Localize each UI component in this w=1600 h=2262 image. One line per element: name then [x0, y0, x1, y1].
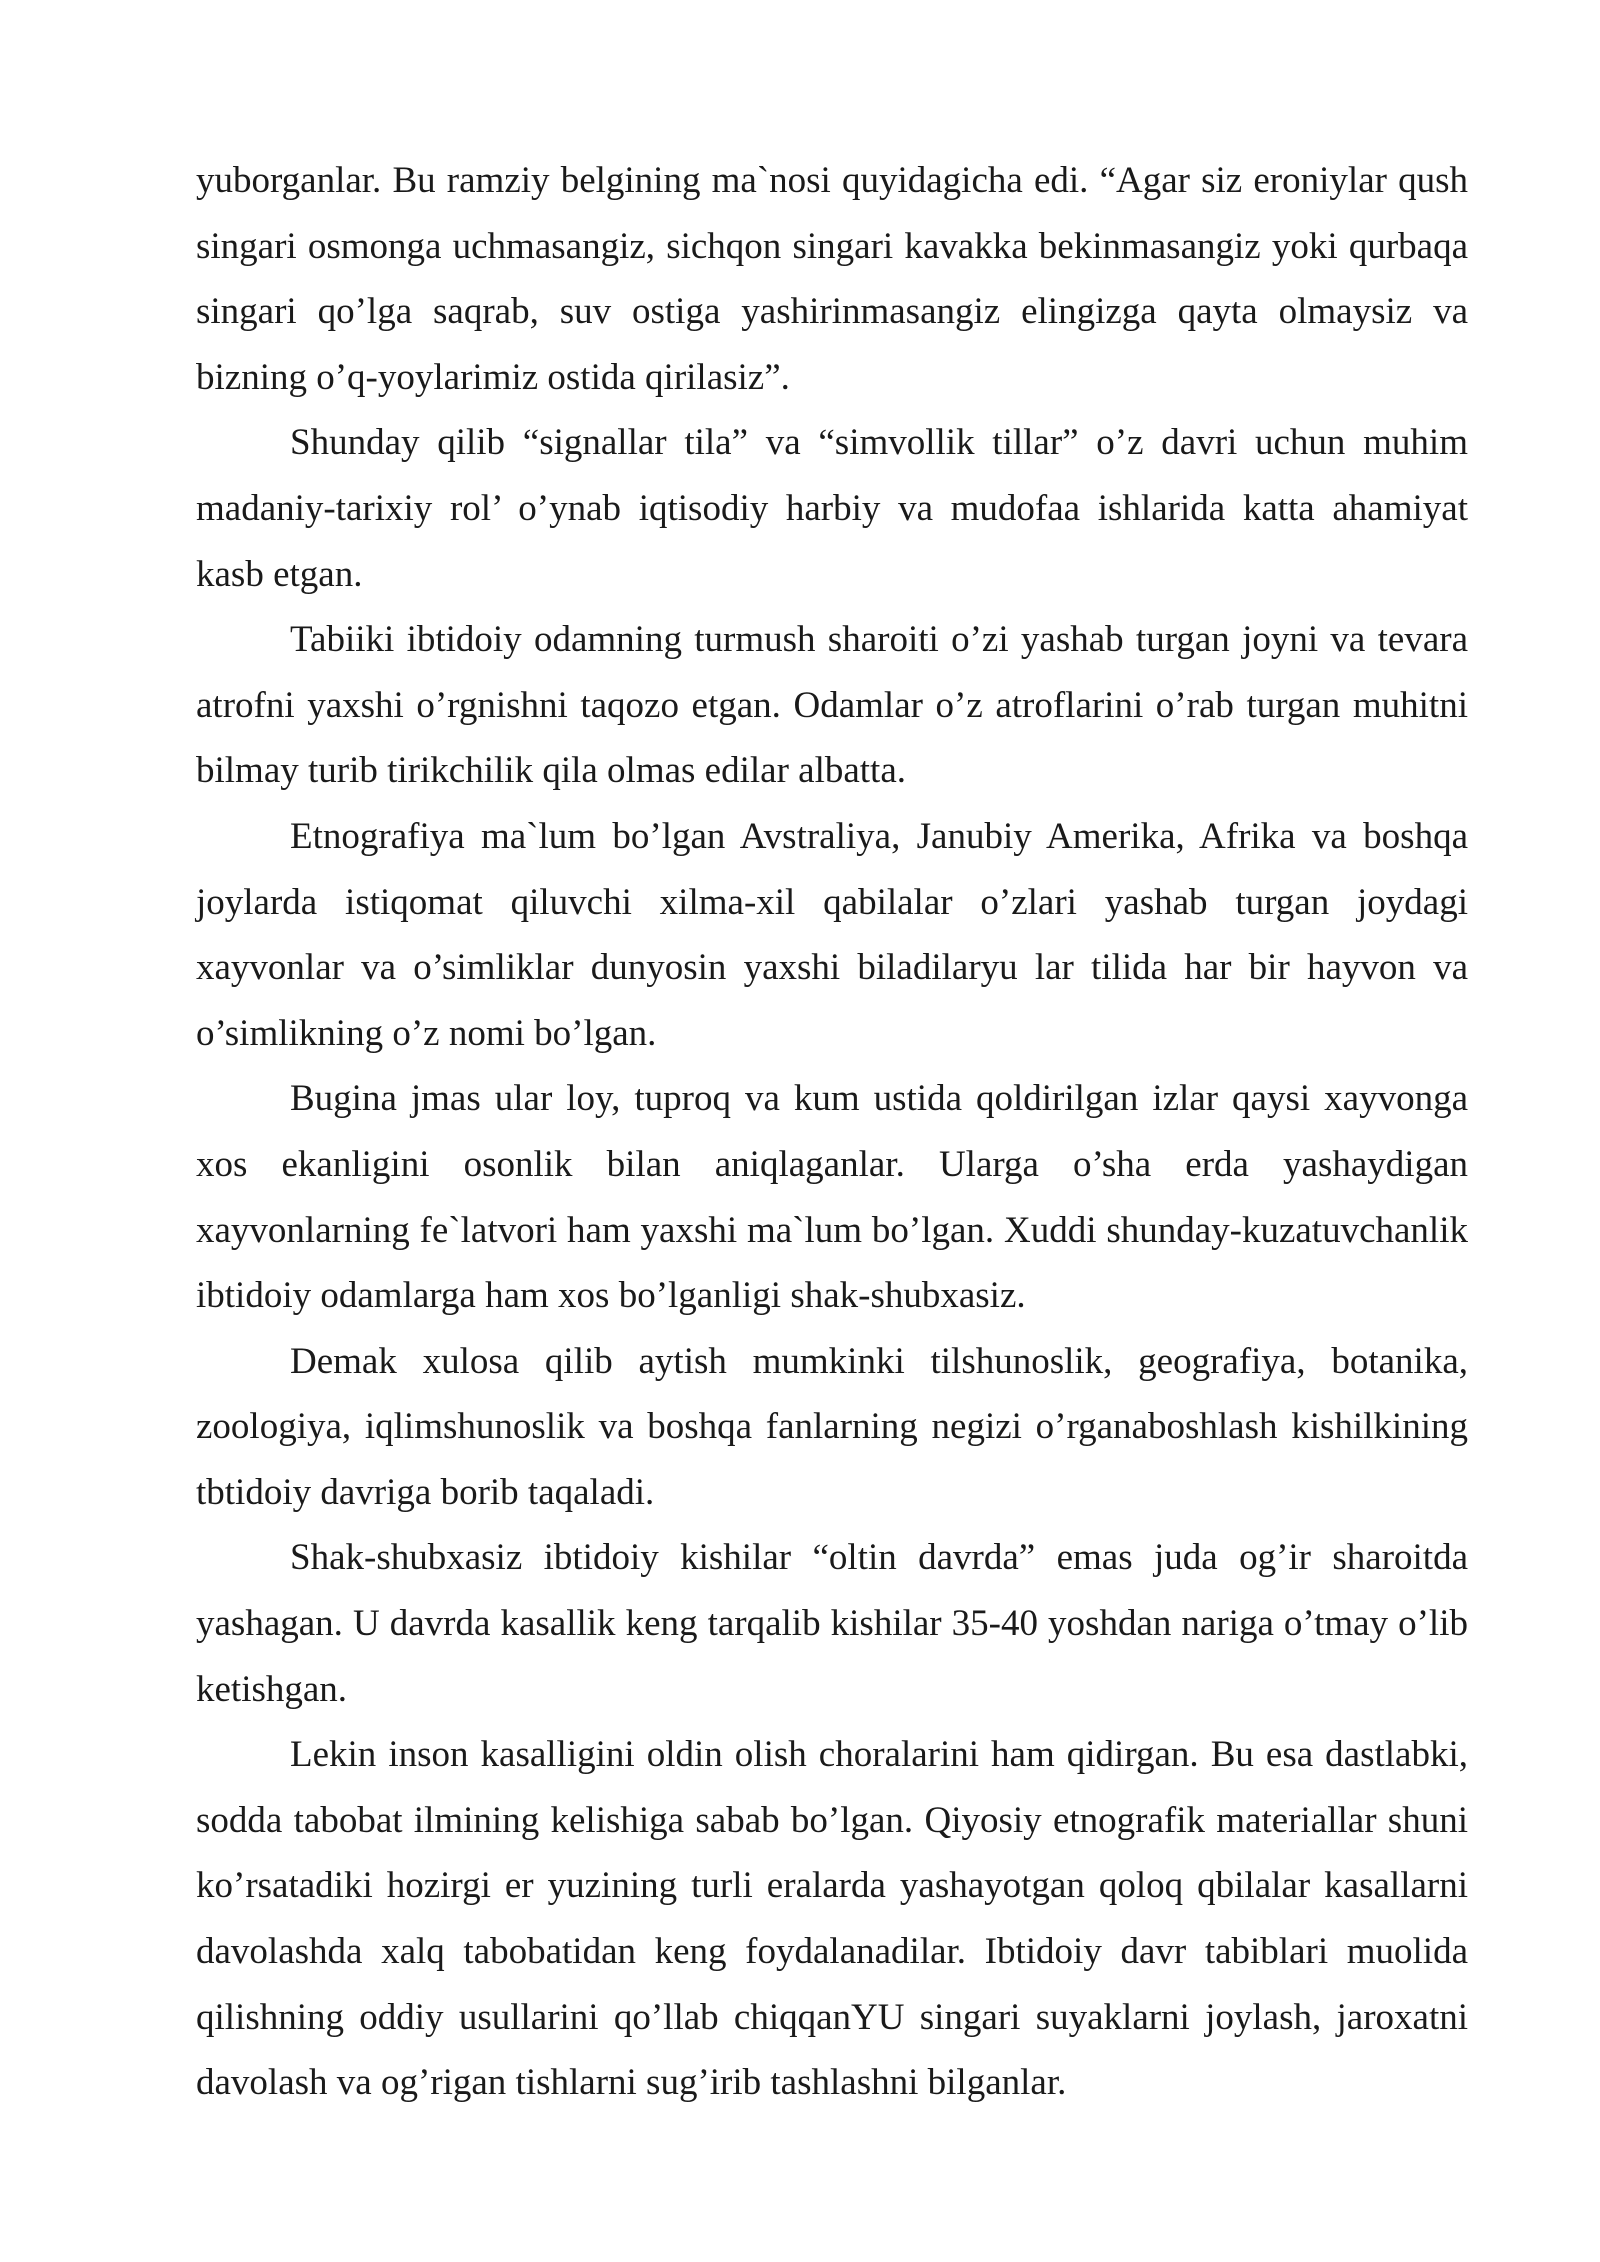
paragraph-1: yuborganlar. Bu ramziy belgining ma`nosi quyidagicha edi. “Agar siz eroniylar qush singari osmonga uchmasangiz, sichqon singari kavakka bekinmasangiz yoki qurbaqa singari qo’lga saqrab, suv ostiga yashirinmasangiz elingizga qayta olmaysiz va bizning o’q-yoylarimiz ostida qirilasiz”. — [196, 160, 1468, 398]
paragraph-2: Shunday qilib “signallar tila” va “simvollik tillar” o’z davri uchun muhim madaniy-tarixiy rol’ o’ynab iqtisodiy harbiy va mudofaa ishlarida katta ahamiyat kasb etgan. — [196, 422, 1468, 595]
paragraph-5: Bugina jmas ular loy, tuproq va kum ustida qoldirilgan izlar qaysi xayvonga xos ekanligini osonlik bilan aniqlaganlar. Ularga o’sha erda yashaydigan xayvonlarning fe`latvori ham yaxshi ma`lum bo’lgan. Xuddi shunday-kuzatuvchanlik ibtidoiy odamlarga ham xos bo’lganligi shak-shubxasiz. — [196, 1078, 1468, 1317]
paragraph-7: Shak-shubxasiz ibtidoiy kishilar “oltin davrda” emas juda og’ir sharoitda yashagan. U davrda kasallik keng tarqalib kishilar 35-40 yoshdan nariga o’tmay o’lib ketishgan. — [196, 1537, 1468, 1710]
paragraph-8: Lekin inson kasalligini oldin olish choralarini ham qidirgan. Bu esa dastlabki, sodda tabobat ilmining kelishiga sabab bo’lgan. Qiyosiy etnografik materiallar shuni ko’rsatadiki hozirgi er yuzining turli eralarda yashayotgan qoloq qbilalar kasallarni davolashda xalq tabobatidan keng foydalanadilar. Ibtidoiy davr tabiblari muolida qilishning oddiy usullarini qo’llab chiqqanYU singari suyaklarni joylash, jaroxatni davolash va og’rigan tishlarni sug’irib tashlashni bilganlar. — [196, 1734, 1468, 2104]
paragraph-4: Etnografiya ma`lum bo’lgan Avstraliya, Janubiy Amerika, Afrika va boshqa joylarda istiqomat qiluvchi xilma-xil qabilalar o’zlari yashab turgan joydagi xayvonlar va o’simliklar dunyosin yaxshi biladilaryu lar tilida har bir hayvon va o’simlikning o’z nomi bo’lgan. — [196, 815, 1468, 1054]
body-text — [196, 148, 1468, 2116]
paragraph-3: Tabiiki ibtidoiy odamning turmush sharoiti o’zi yashab turgan joyni va tevara atrofni yaxshi o’rgnishni taqozo etgan. Odamlar o’z atroflarini o’rab turgan muhitni bilmay turib tirikchilik qila olmas edilar albatta. — [196, 619, 1468, 792]
paragraph-6: Demak xulosa qilib aytish mumkinki tilshunoslik, geografiya, botanika, zoologiya, iqlimshunoslik va boshqa fanlarning negizi o’rganaboshlash kishilkining tbtidoiy davriga borib taqaladi. — [196, 1340, 1468, 1513]
